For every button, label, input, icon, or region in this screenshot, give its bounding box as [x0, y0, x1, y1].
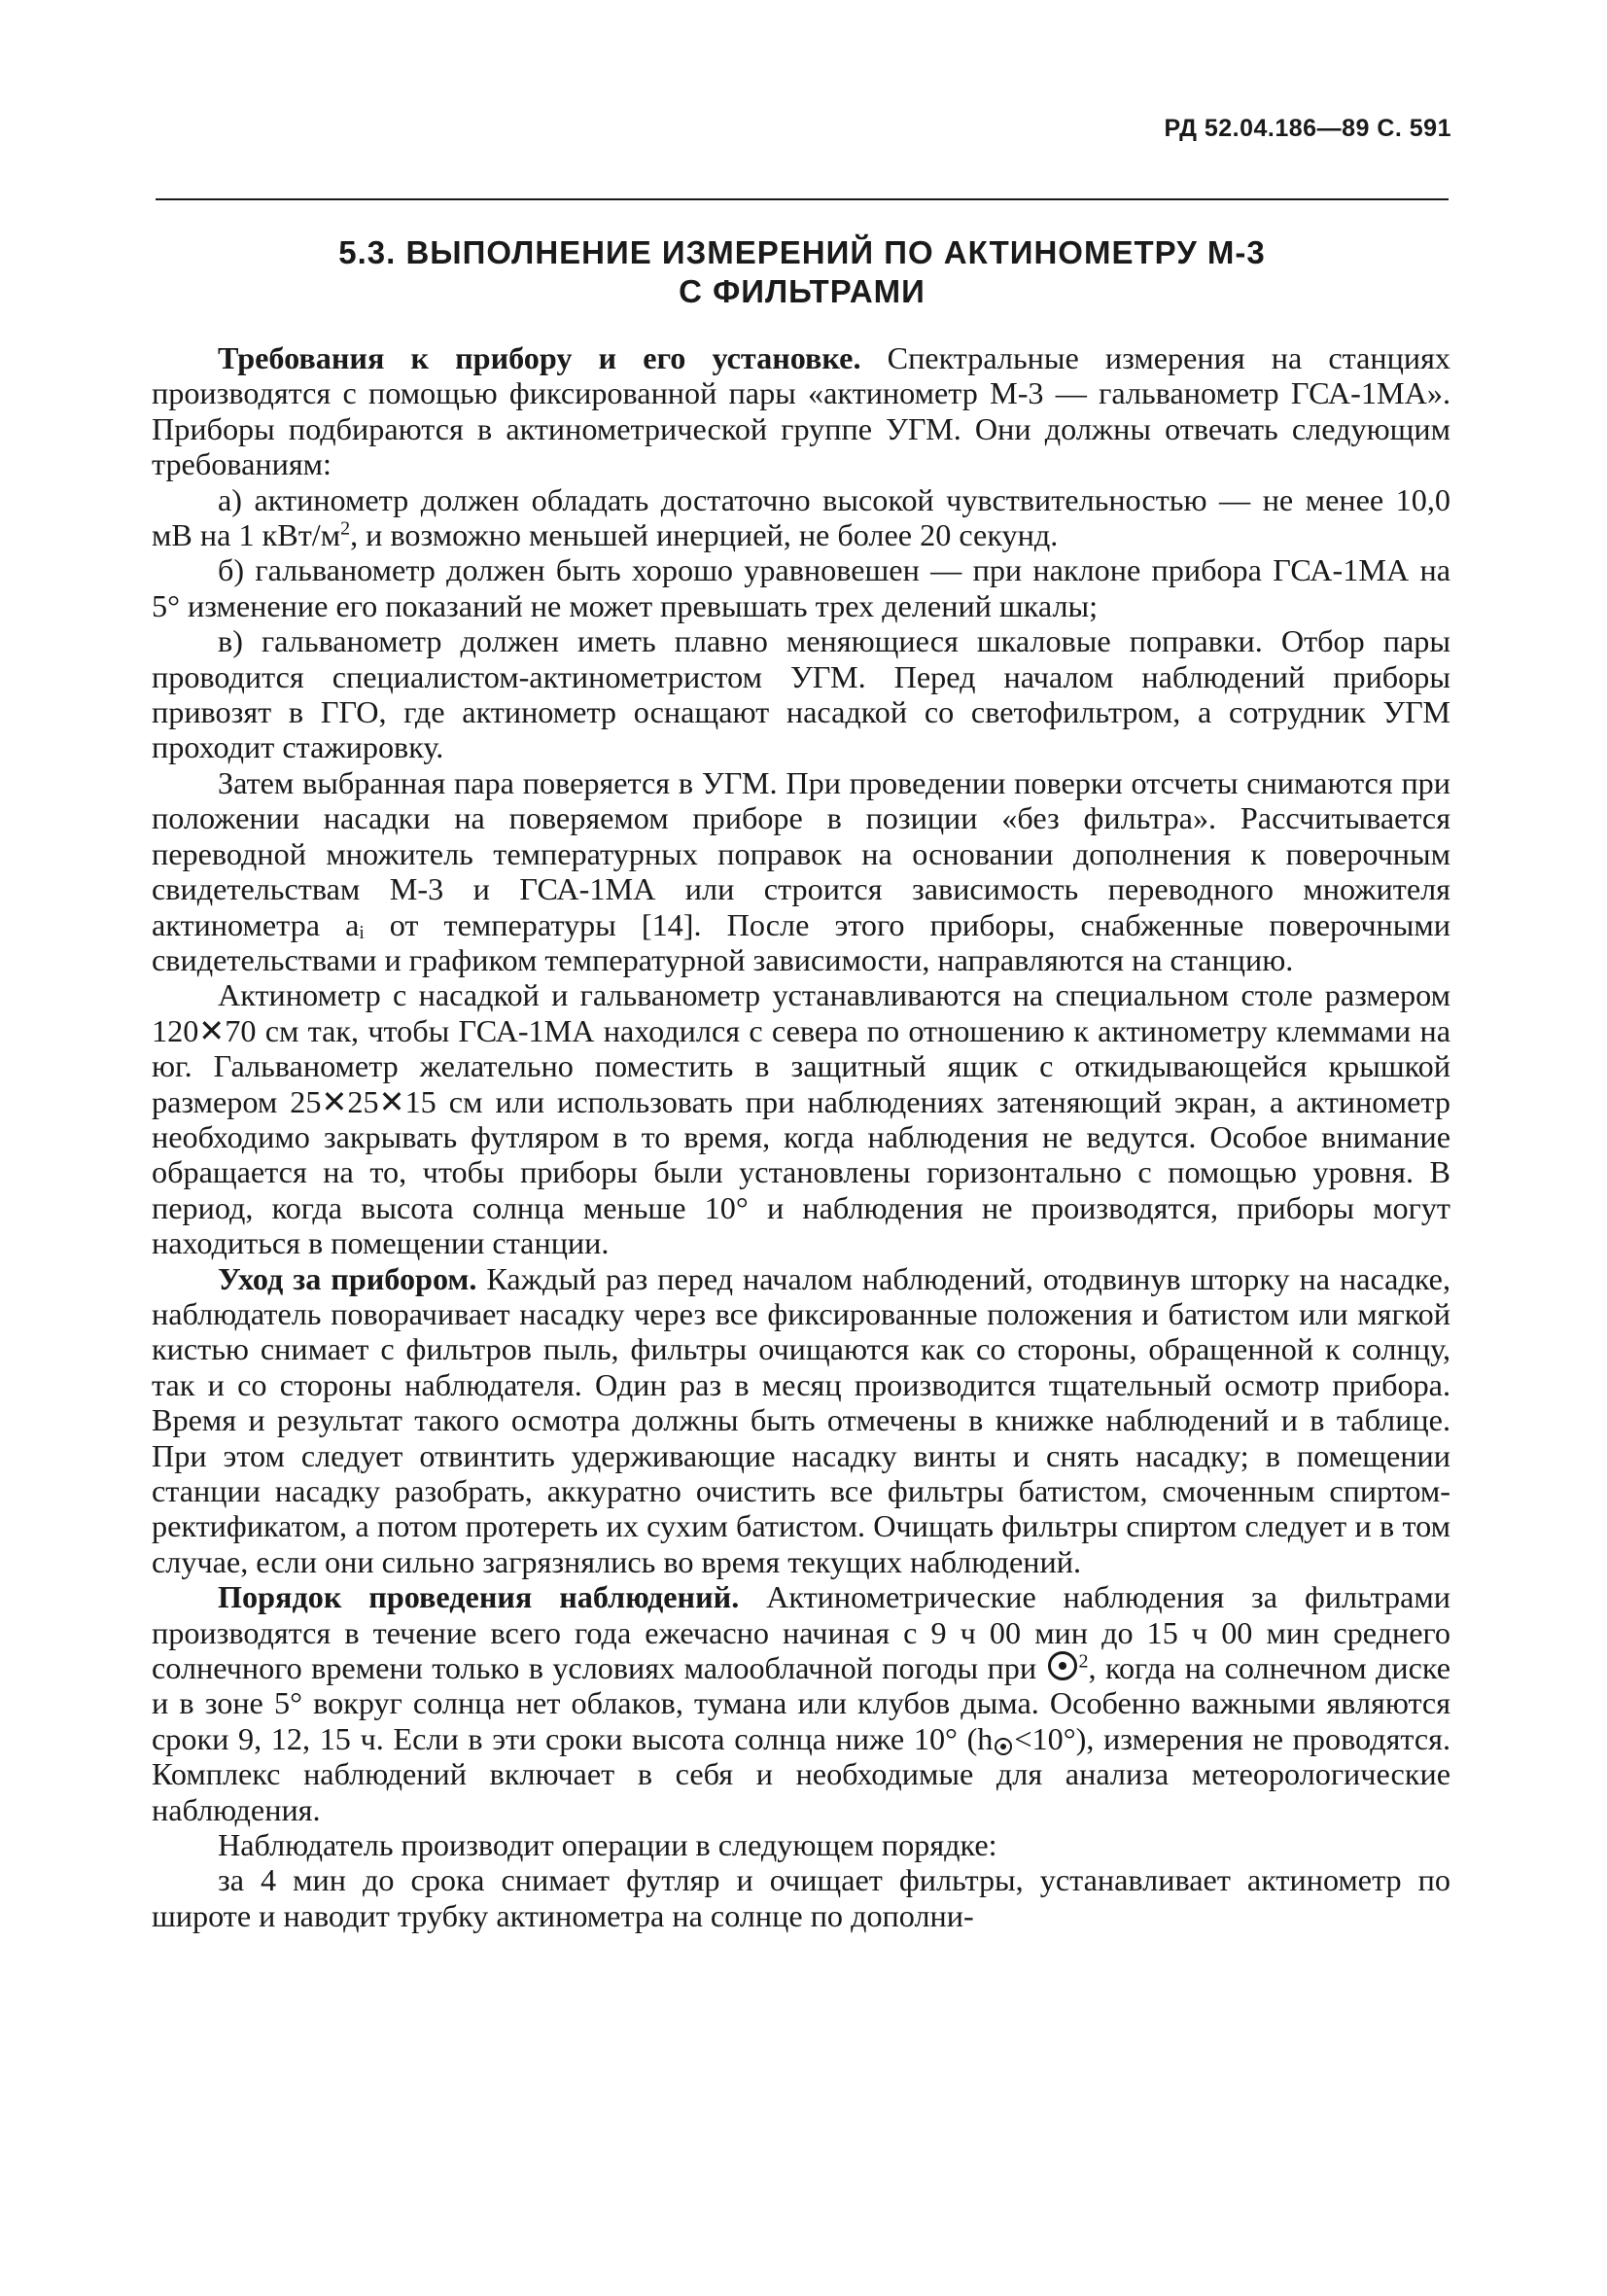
running-head: РД 52.04.186—89 С. 591: [1164, 115, 1451, 142]
section-title-line-1: 5.3. ВЫПОЛНЕНИЕ ИЗМЕРЕНИЙ ПО АКТИНОМЕТРУ М-3: [338, 234, 1266, 270]
paragraph-text: <10°), измерения не проводятся. Комплекс наблюдений включает в себя и необходимые для анализа метеорологические наблюдения.: [152, 1720, 1450, 1827]
superscript: 2: [1078, 1650, 1089, 1673]
sun-subscript-icon: [995, 1738, 1012, 1755]
paragraph-text: , когда на солнечном диске и в зоне 5° вокруг солнца нет облаков, тумана или клубов дыма. Особенно важными являются сроки 9, 12, 15 ч. Если в эти сроки высота солнца ниже 10° (h: [152, 1650, 1450, 1756]
paragraph-item-c: в) гальванометр должен иметь плавно меняющиеся шкаловые поправки. Отбор пары проводится специалистом-актинометристом УГМ. Перед началом наблюдений приборы привозят в ГГО, где актинометр оснащают насадкой со светофильтром, а сотрудник УГМ проходит стажировку.: [152, 623, 1450, 765]
paragraph-text: Актинометрические наблюдения за фильтрами производятся в течение всего года ежечасно начиная с 9 ч 00 мин до 15 ч 00 мин среднего солнечного времени только в условиях малооблачной погоды при: [152, 1579, 1450, 1686]
paragraph-text: Спектральные измерения на станциях производятся с помощью фиксированной пары «актинометр М-3 — гальванометр ГСА-1МА». Приборы подбираются в актинометрической группе УГМ. Они должны отвечать следующим требованиям:: [152, 340, 1451, 482]
paragraph-text: , и возможно меньшей инерцией, не более 20 секунд.: [350, 517, 1059, 553]
paragraph-step-1: за 4 мин до срока снимает футляр и очищает фильтры, устанавливает актинометр по широте и наводит трубку актинометра на солнце по дополни-: [152, 1862, 1450, 1933]
paragraph-lead-requirements: Требования к прибору и его установке.: [218, 340, 861, 375]
paragraph-item-a: [152, 482, 1450, 553]
paragraph-procedure: [152, 1579, 1450, 1827]
body-text: [152, 340, 1450, 1933]
paragraph-item-b: б) гальванометр должен быть хорошо уравновешен — при наклоне прибора ГСА-1МА на 5° изменение его показаний не может превышать трех делений шкалы;: [152, 552, 1450, 623]
paragraph-installation: Актинометр с насадкой и гальванометр устанавливаются на специальном столе размером 120✕70 см так, чтобы ГСА-1МА находился с севера по отношению к актинометру клеммами на юг. Гальванометр желательно поместить в защитный ящик с откидывающейся крышкой размером 25✕25✕15 см или использовать при наблюдениях затеняющий экран, а актинометр необходимо закрывать футляром в то время, когда наблюдения не ведутся. Особое внимание обращается на то, чтобы приборы были установлены горизонтально с помощью уровня. В период, когда высота солнца меньше 10° и наблюдения не производятся, приборы могут находиться в помещении станции.: [152, 977, 1450, 1261]
paragraph-order: Наблюдатель производит операции в следующем порядке:: [218, 1827, 997, 1863]
superscript: 2: [340, 517, 351, 540]
section-title-line-2: С ФИЛЬТРАМИ: [679, 273, 926, 309]
paragraph-text: Каждый раз перед началом наблюдений, отодвинув шторку на насадке, наблюдатель поворачивает насадку через все фиксированные положения и батистом или мягкой кистью снимает с фильтров пыль, фильтры очищаются как со стороны, обращенной к солнцу, так и со стороны наблюдателя. Один раз в месяц производится тщательный осмотр прибора. Время и результат такого осмотра должны быть отмечены в книжке наблюдений и в таблице. При этом следует отвинтить удерживающие насадку винты и снять насадку; в помещении станции насадку разобрать, аккуратно очистить все фильтры батистом, смоченным спиртом-ректификатом, а потом протереть их сухим батистом. Очищать фильтры спиртом следует и в том случае, если они сильно загрязнялись во время текущих наблюдений.: [152, 1260, 1450, 1579]
paragraph-lead-procedure: Порядок проведения наблюдений.: [218, 1579, 740, 1615]
paragraph-maintenance: [152, 1261, 1450, 1580]
sun-symbol-icon: [1048, 1651, 1077, 1680]
paragraph-verification: Затем выбранная пара поверяется в УГМ. При проведении поверки отсчеты снимаются при положении насадки на поверяемом приборе в позиции «без фильтра». Рассчитывается переводной множитель температурных поправок на основании дополнения к поверочным свидетельствам М-3 и ГСА-1МА или строится зависимость переводного множителя актинометра aᵢ от температуры [14]. После этого приборы, снабженные поверочными свидетельствами и графиком температурной зависимости, направляются на станцию.: [152, 764, 1450, 977]
section-title: [156, 233, 1449, 311]
header-rule: [156, 198, 1449, 200]
paragraph-requirements: [152, 340, 1450, 482]
paragraph-text: а) актинометр должен обладать достаточно высокой чувствительностью — не менее 10,0 мВ на 1 кВт/м: [152, 481, 1450, 553]
paragraph-lead-maintenance: Уход за прибором.: [218, 1260, 477, 1296]
